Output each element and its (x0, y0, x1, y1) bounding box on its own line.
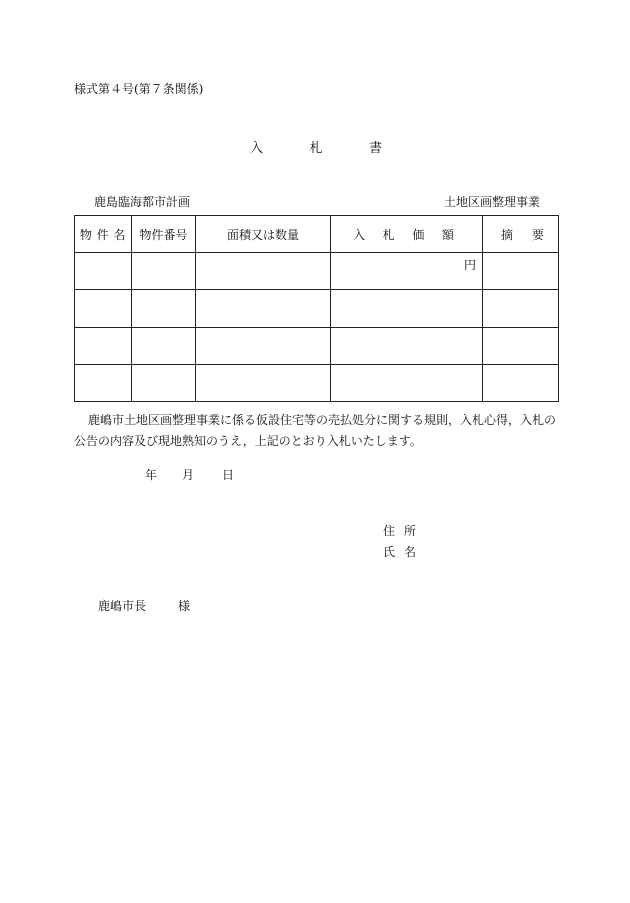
header-remarks (483, 216, 559, 253)
form-number: 様式第４号(第７条関係) (74, 82, 204, 96)
project-city-plan: 鹿島臨海都市計画 (94, 195, 191, 209)
project-type: 土地区画整理事業 (443, 195, 540, 209)
bid-table (74, 215, 559, 402)
date-day-label: 日 (222, 468, 235, 482)
cell-remarks[interactable] (483, 364, 559, 401)
document-title (250, 137, 382, 156)
cell-property-name[interactable] (75, 327, 132, 364)
cell-area-quantity[interactable] (196, 327, 331, 364)
addressee-honorific: 様 (178, 599, 191, 613)
header-property-name: 物 件 名 (75, 216, 132, 253)
table-row (75, 290, 559, 327)
cell-bid-price[interactable] (331, 364, 483, 401)
bidder-name-label: 氏名 (383, 545, 426, 559)
header-bid-price (331, 216, 483, 253)
header-bid-price-char: 価 (412, 227, 425, 242)
cell-remarks[interactable] (483, 253, 559, 290)
header-property-number: 物件番号 (132, 216, 196, 253)
header-area-quantity: 面積又は数量 (196, 216, 331, 253)
date-line (145, 466, 234, 483)
table-row (75, 253, 559, 290)
title-char: 札 (309, 141, 323, 156)
cell-remarks[interactable] (483, 327, 559, 364)
cell-property-name[interactable] (75, 253, 132, 290)
cell-property-number[interactable] (132, 364, 196, 401)
cell-area-quantity[interactable] (196, 253, 331, 290)
header-bid-price-char: 入 (353, 227, 366, 242)
date-year-label: 年 (145, 468, 158, 482)
cell-area-quantity[interactable] (196, 290, 331, 327)
cell-remarks[interactable] (483, 290, 559, 327)
cell-property-name[interactable] (75, 364, 132, 401)
cell-bid-price[interactable] (331, 327, 483, 364)
table-row (75, 327, 559, 364)
cell-property-number[interactable] (132, 253, 196, 290)
header-remarks-char: 要 (531, 227, 544, 242)
date-month-label: 月 (182, 468, 195, 482)
cell-property-name[interactable] (75, 290, 132, 327)
cell-bid-price[interactable] (331, 253, 483, 290)
cell-property-number[interactable] (132, 327, 196, 364)
table-header-row (75, 216, 559, 253)
currency-unit: 円 (463, 258, 476, 272)
table-row (75, 364, 559, 401)
header-remarks-char: 摘 (501, 227, 514, 242)
cell-area-quantity[interactable] (196, 364, 331, 401)
addressee-name: 鹿嶋市長 (98, 599, 147, 613)
bidder-address-label: 住所 (383, 524, 426, 538)
declaration-text: 鹿嶋市土地区画整理事業に係る仮設住宅等の売払処分に関する規則，入札心得，入札の公告の内容及び現地熟知のうえ，上記のとおり入札いたします。 (74, 413, 557, 448)
header-bid-price-char: 札 (382, 227, 395, 242)
addressee (98, 597, 190, 614)
header-bid-price-char: 額 (441, 227, 454, 242)
title-char: 入 (250, 141, 264, 156)
cell-bid-price[interactable] (331, 290, 483, 327)
title-char: 書 (368, 141, 382, 156)
cell-property-number[interactable] (132, 290, 196, 327)
